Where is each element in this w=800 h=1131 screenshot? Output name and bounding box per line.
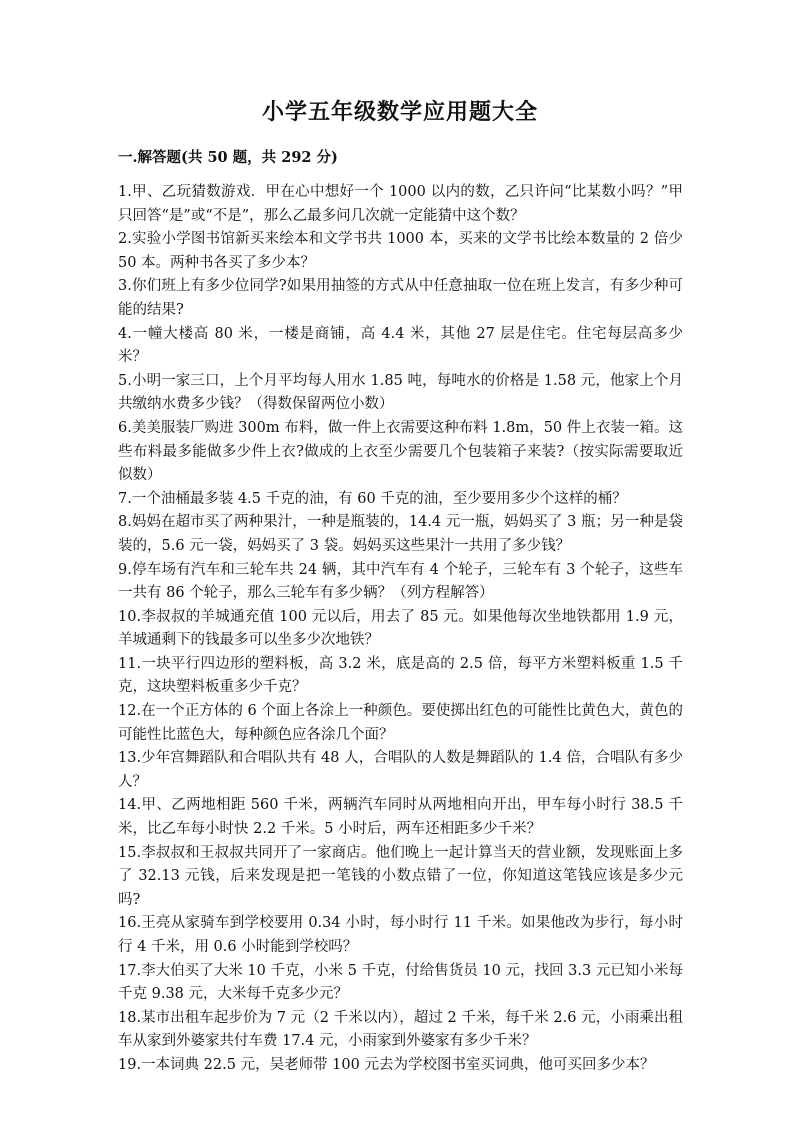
- question-item: 2.实验小学图书馆新买来绘本和文学书共 1000 本，买来的文学书比绘本数量的 2 倍少 50 本。两种书各买了多少本？: [118, 231, 683, 271]
- question-item: 15.李叔叔和王叔叔共同开了一家商店。他们晚上一起计算当天的营业额，发现账面上多了 32.13 元钱，后来发现是把一笔钱的小数点错了一位，你知道这笔钱应该是多少元吗?: [118, 844, 683, 908]
- question-item: 3.你们班上有多少位同学?如果用抽签的方式从中任意抽取一位在班上发言，有多少种可能的结果?: [118, 278, 683, 318]
- question-item: 6.美美服装厂购进 300m 布料，做一件上衣需要这种布料 1.8m，50 件上衣装一箱。这些布料最多能做多少件上衣?做成的上衣至少需要几个包装箱子来装?（按实际需要取近似数）: [118, 419, 683, 484]
- question-item: 5.小明一家三口，上个月平均每人用水 1.85 吨，每吨水的价格是 1.58 元，他家上个月共缴纳水费多少钱？（得数保留两位小数）: [118, 372, 683, 413]
- question-list: [118, 181, 683, 1078]
- section-heading: 一.解答题(共 50 题，共 292 分): [118, 149, 338, 166]
- question-item: 16.王亮从家骑车到学校要用 0.34 小时，每小时行 11 千米。如果他改为步行，每小时行 4 千米，用 0.6 小时能到学校吗？: [118, 915, 683, 955]
- question-item: 11.一块平行四边形的塑料板，高 3.2 米，底是高的 2.5 倍，每平方米塑料板重 1.5 千克，这块塑料板重多少千克？: [118, 655, 683, 696]
- question-item: 10.李叔叔的羊城通充值 100 元以后，用去了 85 元。如果他每次坐地铁都用 1.9 元，羊城通剩下的钱最多可以坐多少次地铁？: [118, 608, 683, 649]
- question-item: 7.一个油桶最多装 4.5 千克的油，有 60 千克的油，至少要用多少个这样的桶？: [118, 490, 627, 507]
- question-item: 9.停车场有汽车和三轮车共 24 辆，其中汽车有 4 个轮子，三轮车有 3 个轮子，这些车一共有 86 个轮子，那么三轮车有多少辆？（列方程解答）: [118, 561, 683, 602]
- question-item: 13.少年宫舞蹈队和合唱队共有 48 人，合唱队的人数是舞蹈队的 1.4 倍，合唱队有多少人？: [118, 750, 683, 790]
- question-item: 8.妈妈在超市买了两种果汁，一种是瓶装的，14.4 元一瓶，妈妈买了 3 瓶；另一种是袋装的，5.6 元一袋，妈妈买了 3 袋。妈妈买这些果汁一共用了多少钱？: [118, 514, 683, 554]
- question-item: 19.一本词典 22.5 元，吴老师带 100 元去为学校图书室买词典，他可买回多少本？: [118, 1056, 655, 1073]
- question-item: 1.甲、乙玩猜数游戏．甲在心中想好一个 1000 以内的数，乙只许问“比某数小吗？”甲只回答“是”或“不是”，那么乙最多问几次就一定能猜中这个数？: [118, 184, 683, 224]
- question-item: 17.李大伯买了大米 10 千克，小米 5 千克，付给售货员 10 元，找回 3.3 元已知小米每千克 9.38 元，大米每千克多少元？: [118, 962, 683, 1003]
- question-item: 4.一幢大楼高 80 米，一楼是商铺，高 4.4 米，其他 27 层是住宅。住宅每层高多少米？: [118, 325, 683, 366]
- question-item: 12.在一个正方体的 6 个面上各涂上一种颜色。要使掷出红色的可能性比黄色大，黄色的可能性比蓝色大，每种颜色应各涂几个面？: [118, 703, 683, 743]
- page-title: 小学五年级数学应用题大全: [261, 99, 538, 125]
- question-item: 14.甲、乙两地相距 560 千米，两辆汽车同时从两地相向开出，甲车每小时行 38.5 千米，比乙车每小时快 2.2 千米。5 小时后，两车还相距多少千米？: [118, 797, 683, 838]
- question-item: 18.某市出租车起步价为 7 元（2 千米以内），超过 2 千米，每千米 2.6 元，小雨乘出租车从家到外婆家共付车费 17.4 元，小雨家到外婆家有多少千米？: [118, 1009, 683, 1050]
